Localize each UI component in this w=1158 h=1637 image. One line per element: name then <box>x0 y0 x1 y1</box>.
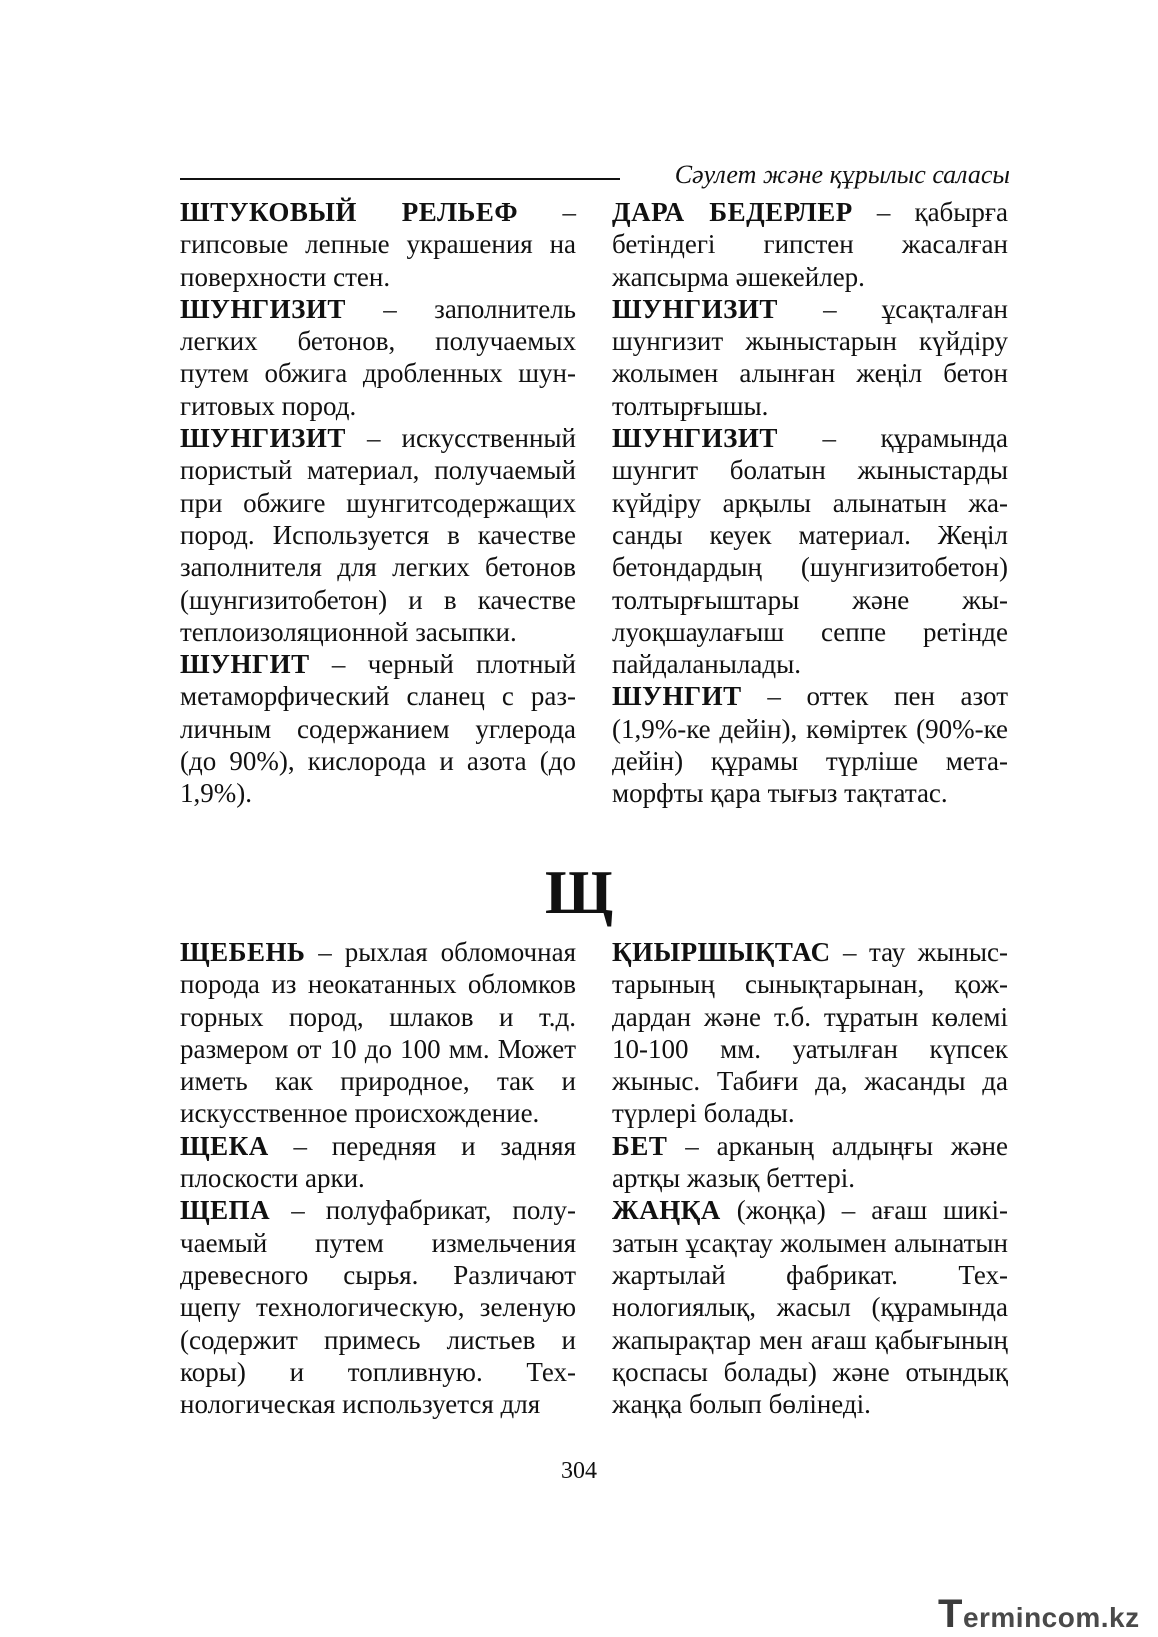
entry-definition: – заполнитель легких бетонов, получаемых путем обжига дробленных шунгитовых пород. <box>180 293 576 421</box>
watermark-logo <box>938 1592 1140 1637</box>
page-number: 304 <box>561 1458 597 1484</box>
entry-term: ШУНГИТ <box>180 649 310 680</box>
watermark-text: ermincom.kz <box>962 1602 1140 1633</box>
entry-term: ШУНГИЗИТ <box>180 293 346 324</box>
header-rule <box>180 178 620 180</box>
entry-definition: – құрамында шунгит болатын жыныстарды күйдіру арқылы алынатын жасанды кеуек материал. Жеңіл бетондардың (шунгизитобетон) толтырғыштары және жылуоқшаулағыш сеппе ретінде пайдаланылады. <box>612 423 1008 680</box>
kazakh-entries-top <box>612 196 1008 810</box>
entry <box>180 293 576 422</box>
entry-term: ШУНГИЗИТ <box>612 293 778 324</box>
entry-definition: – ұсақталған шунгизит жыныстарын күйдіру жолымен алынған жеңіл бетон толтырғышы. <box>612 293 1008 421</box>
entry-term: БЕТ <box>612 1130 668 1161</box>
entry-definition: – искусственный пористый материал, получаемый при обжиге шунгитсодержащих пород. Используется в качестве заполнителя для легких бетонов (шунгизитобетон) и в качестве теплоизоляционной засыпки. <box>180 423 576 647</box>
entry-term: ШУНГИЗИТ <box>612 423 778 454</box>
entry <box>180 1130 576 1195</box>
kazakh-entries-bottom <box>612 936 1008 1420</box>
entry-definition: – передняя и задняя плоскости арки. <box>180 1130 576 1194</box>
entry <box>180 1194 576 1420</box>
entry-term: ШУНГИТ <box>612 681 742 712</box>
entry-term: ДАРА БЕДЕРЛЕР <box>612 197 853 227</box>
section-title: Сәулет және құрылыс саласы <box>674 160 1010 189</box>
entry <box>612 422 1008 680</box>
entry-term: ШТУКОВЫЙ РЕЛЬЕФ <box>180 197 519 227</box>
watermark-initial: T <box>938 1592 963 1636</box>
entry <box>612 936 1008 1130</box>
entry <box>180 936 576 1130</box>
entry <box>612 293 1008 422</box>
entry-term: ЩЕБЕНЬ <box>180 937 306 967</box>
entry-definition: – оттек пен азот (1,9%-ке дейін), көміртек (90%-ке дейін) құрамы түрліше метаморфты қара тығыз тақтатас. <box>612 681 1008 809</box>
entry <box>612 1130 1008 1195</box>
entry <box>180 422 576 648</box>
entry-definition: – қабырға бетіндегі гипстен жасалған жапсырма әшекейлер. <box>612 197 1008 292</box>
entry-term: ШУНГИЗИТ <box>180 423 346 454</box>
entry-term: ҚИЫРШЫҚТАС <box>612 937 831 967</box>
section-letter: Щ <box>544 859 614 927</box>
entry-term: ЖАҢҚА <box>612 1195 721 1226</box>
entry-definition: – полуфабрикат, получаемый путем измельчения древесного сырья. Различают щепу технологическую, зеленую (содержит примесь листьев и коры) и топливную. Технологическая используется для <box>180 1195 576 1420</box>
entry-term: ЩЕПА <box>180 1195 271 1226</box>
entry-term: ЩЕКА <box>180 1130 269 1161</box>
entry <box>612 1194 1008 1420</box>
entry <box>612 680 1008 809</box>
entry <box>180 196 576 293</box>
entry-definition: – арканың алдыңғы және артқы жазық беттері. <box>612 1130 1008 1194</box>
russian-entries-top <box>180 196 576 810</box>
russian-entries-bottom <box>180 936 576 1420</box>
entry <box>180 648 576 809</box>
entry-definition: – черный плотный метаморфический сланец с различным содержанием углерода (до 90%), кислорода и азота (до 1,9%). <box>180 649 576 809</box>
entry-definition: – рыхлая обломочная порода из неокатанных обломков горных пород, шлаков и т.д. размером от 10 до 100 мм. Может иметь как природное, так и искусственное происхождение. <box>180 937 576 1129</box>
entry-definition: – тау жыныстарының сынықтарынан, қождардан және т.б. тұратын көлемі 10-100 мм. уатылған күпсек жыныс. Табиғи да, жасанды да түрлері болады. <box>612 937 1008 1129</box>
entry <box>612 196 1008 293</box>
entry-definition: (жоңқа) – ағаш шикізатын ұсақтау жолымен алынатын жартылай фабрикат. Технологиялық, жасыл (құрамында жапырақтар мен ағаш қабығының қоспасы болады) және отындық жаңқа болып бөлінеді. <box>612 1195 1008 1420</box>
entry-definition: – гипсовые лепные украшения на поверхности стен. <box>180 197 576 292</box>
